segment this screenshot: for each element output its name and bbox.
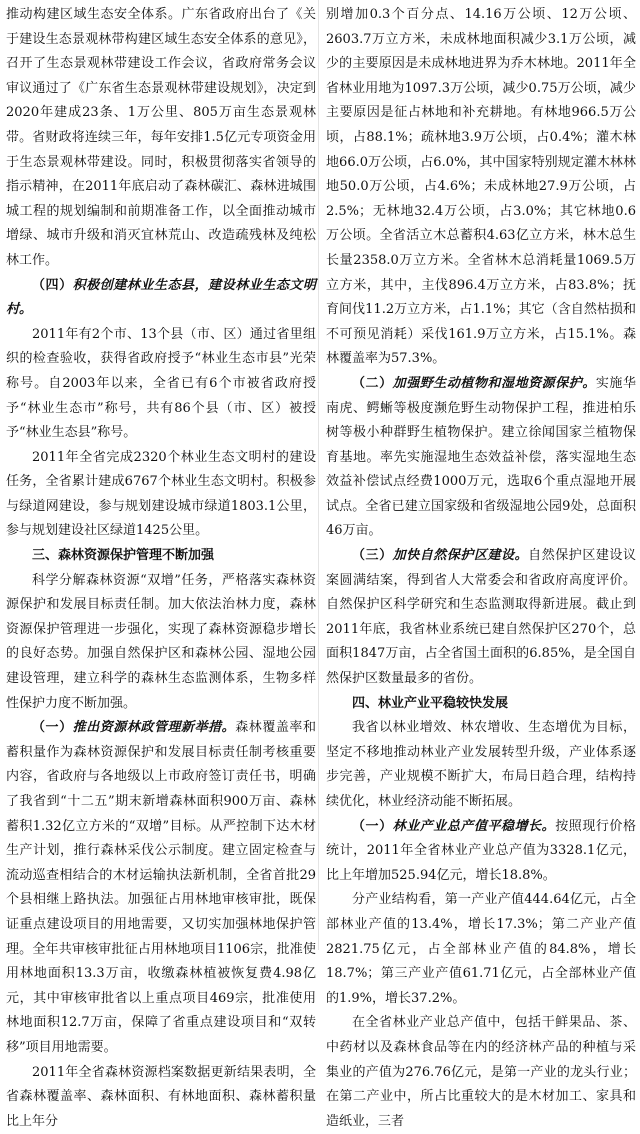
subsection-body: 按照现行价格统计，2011年全省林业产业总产值为3328.1亿元，比上年增加525.94亿元，增长18.8%。 <box>326 818 636 883</box>
paragraph: 2011年全省森林资源档案数据更新结果表明，全省森林覆盖率、森林面积、有林地面积、森林蓄积量比上年分 <box>6 1064 316 1129</box>
paragraph: 别增加0.3个百分点、14.16万公顷、12万公顷、2603.7万立方米，未成林地面积减少3.1万公顷，减少的主要原因是未成林地进界为乔木林地。2011年全省林业用地为1097.3万公顷，减少0.75万公顷，减少主要原因是征占林地和补充耕地。有林地966.5万公顷，占88.1%；疏林地3.9万公顷，占0.4%；灌木林地66.0万公顷，占6.0%，其中国家特别规定灌木林林地50.0万公顷，占4.6%；未成林地27.9万公顷，占2.5%；无林地32.4万公顷，占3.0%；其它林地0.6万公顷。全省活立木总蓄积4.63亿立方米，林木总生长量2358.0万立方米。全省林木总消耗量1069.5万立方米，其中，主伐896.4万立方米，占83.8%；抚育间伐11.2万立方米，占1.1%；其它（含自然枯损和不可预见消耗）采伐161.9万立方米，占15.1%。森林覆盖率为57.3%。 <box>326 7 636 367</box>
paragraph: 2011年有2个市、13个县（市、区）通过省里组织的检查验收，获得省政府授予“林业生态市县”光荣称号。自2003年以来，全省已有6个市被省政府授予“林业生态市”称号，共有86个县（市、区）被授予“林业生态县”称号。 <box>6 326 316 441</box>
column-divider <box>318 0 319 950</box>
subsection-number: （二） <box>352 375 393 391</box>
subsection-4 <box>6 274 316 323</box>
subsection-number: （一） <box>352 818 393 834</box>
left-column <box>6 3 316 1134</box>
paragraph: 在全省林业产业总产值中，包括干鲜果品、茶、中药材以及森林食品等在内的经济林产品的种植与采集业的产值为276.76亿元，是第一产业的龙头行业；在第二产业中，所占比重较大的是木材加工、家具和造纸业，三者 <box>326 1015 636 1129</box>
subsection-title: 积极创建林业生态县，建设林业生态文明村。 <box>6 277 316 318</box>
paragraph: 分产业结构看，第一产业产值444.64亿元，占全部林业产值的13.4%，增长17.3%；第二产业产值2821.75亿元，占全部林业产值的84.8%，增长18.7%；第三产业产值61.71亿元，占全部林业产值的1.9%，增长37.2%。 <box>326 892 636 1006</box>
subsection-3 <box>326 544 636 692</box>
paragraph: 推动构建区域生态安全体系。广东省政府出台了《关于建设生态景观林带构建区域生态安全体系的意见》，召开了生态景观林带建设工作会议，省政府常务会议审议通过了《广东省生态景观林带建设规划》，决定到2020年建成23条、1万公里、805万亩生态景观林带。省财政将连续三年，每年安排1.5亿元专项资金用于生态景观林带建设。同时，积极贯彻落实省领导的指示精神，在2011年底启动了森林碳汇、森林进城围城工程的规划编制和前期准备工作，以全面推动城市增绿、城市升级和消灭宜林荒山、改造疏残林及纯松林工作。 <box>6 7 316 268</box>
section-heading: 三、森林资源保护管理不断加强 <box>32 548 215 564</box>
paragraph: 科学分解森林资源“双增”任务，严格落实森林资源保护和发展目标责任制。加大依法治林力度，森林资源保护管理进一步强化，实现了森林资源稳步增长的良好态势。加强自然保护区和森林公园、湿地公园建设管理，建立科学的森林生态监测体系，生物多样性保护力度不断加强。 <box>6 572 316 711</box>
right-column <box>326 3 636 1134</box>
subsection-title: 推出资源林政管理新举措。 <box>72 720 236 736</box>
subsection-body: 森林覆盖率和蓄积量作为森林资源保护和发展目标责任制考核重要内容，省政府与各地级以上市政府签订责任书，明确了我省到“十二五”期末新增森林面积900万亩、森林蓄积1.32亿立方米的“双增”目标。从严控制下达木材生产计划，推行森林采伐公示制度。建立固定检查与流动巡查相结合的木材运输执法新机制，全省首批29个县相继上路执法。加强征占用林地审核审批，既保证重点建设项目的用地需要，又切实加强林地保护管理。全年共审核审批征占用林地项目1106宗，批准使用林地面积13.3万亩，收缴森林植被恢复费4.98亿元，其中审核审批省以上重点项目469宗，批准使用林地面积12.7万亩，保障了省重点建设项目和“双转移”项目用地需要。 <box>6 720 316 1055</box>
subsection-title: 加快自然保护区建设。 <box>392 548 529 564</box>
subsection-1 <box>6 716 316 1060</box>
subsection-body: 自然保护区建设议案圆满结案，得到省人大常委会和省政府高度评价。自然保护区科学研究和生态监测取得新进展。截止到2011年底，我省林业系统已建自然保护区270个，总面积1847万亩，占全省国土面积的6.85%，是全国自然保护区数量最多的省份。 <box>326 548 636 687</box>
paragraph: 我省以林业增效、林农增收、生态增优为目标，坚定不移地推动林业产业发展转型升级，产业体系逐步完善，产业规模不断扩大，布局日趋合理，结构持续优化，林业经济动能不断拓展。 <box>326 720 636 809</box>
section-heading: 四、林业产业平稳较快发展 <box>352 695 509 711</box>
subsection-number: （三） <box>352 548 393 564</box>
subsection-number: （一） <box>32 720 73 736</box>
paragraph: 2011年全省完成2320个林业生态文明村的建设任务，全省累计建成6767个林业生态文明村。积极参与绿道网建设，参与规划建设城市绿道1803.1公里，参与规划建设社区绿道1425公里。 <box>6 449 316 539</box>
subsection-title: 林业产业总产值平稳增长。 <box>392 818 556 834</box>
subsection-number: （四） <box>32 277 73 293</box>
subsection-body: 实施华南虎、鳄蜥等极度濒危野生动物保护工程，推进柏乐树等极小种群野生植物保护。建立徐闻国家兰植物保育基地。率先实施湿地生态效益补偿，落实湿地生态效益补偿试点经费1000万元，选取6个重点湿地开展试点。全省已建立国家级和省级湿地公园9处，总面积46万亩。 <box>326 375 636 539</box>
subsection-2 <box>326 372 636 544</box>
subsection-1-industry <box>326 815 636 889</box>
subsection-title: 加强野生动植物和湿地资源保护。 <box>392 375 596 391</box>
